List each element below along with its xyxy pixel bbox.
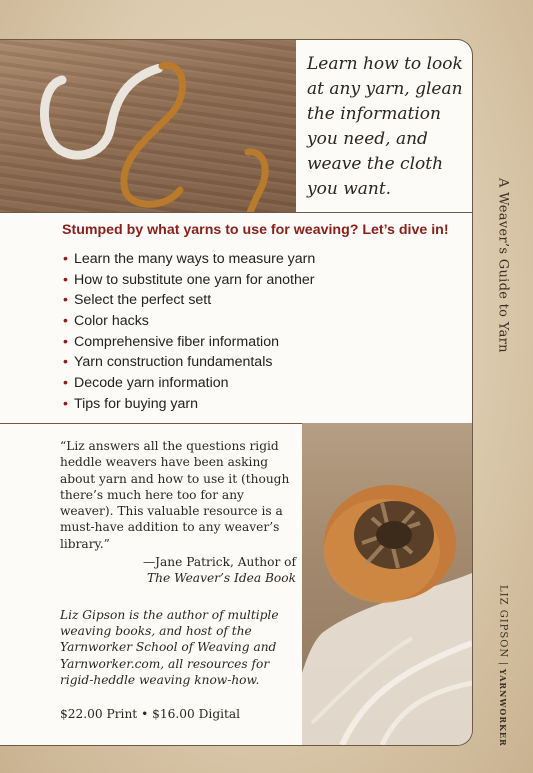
- attribution-book-title: The Weaver’s Idea Book: [147, 571, 296, 586]
- spine-publisher: YARNWORKER: [498, 669, 508, 747]
- bullet-icon: •: [63, 375, 68, 392]
- back-cover-panel: [0, 39, 473, 746]
- spine-author-name: LIZ GIPSON: [497, 585, 509, 659]
- list-item: • Yarn construction fundamentals: [63, 354, 273, 371]
- spine-book-title: A Weaver’s Guide to Yarn: [495, 177, 511, 353]
- spine-title: [488, 177, 518, 353]
- yarn-strands-illustration: [0, 40, 296, 212]
- endorsement-block: [60, 438, 296, 722]
- features-section: [0, 212, 472, 424]
- bullet-icon: •: [63, 333, 68, 350]
- intro-tagline: Learn how to look at any yarn, glean the information you need, and weave the cloth you want.: [307, 54, 463, 199]
- list-item: • Decode yarn information: [63, 375, 229, 392]
- spine-author-block: [488, 585, 518, 755]
- quote-attribution: [60, 554, 296, 587]
- spine-separator: |: [498, 662, 508, 666]
- list-item: • Learn the many ways to measure yarn: [63, 251, 316, 267]
- bullet-icon: •: [63, 251, 68, 267]
- features-heading: Stumped by what yarns to use for weaving? Let’s dive in!: [62, 222, 449, 238]
- features-list: [63, 249, 315, 415]
- bullet-icon: •: [63, 313, 68, 330]
- attribution-author: —Jane Patrick, Author of: [142, 555, 296, 570]
- fiber-pod-photo: [302, 423, 472, 745]
- price-line: $22.00 Print • $16.00 Digital: [60, 707, 241, 722]
- list-item: • Tips for buying yarn: [63, 395, 199, 412]
- bullet-icon: •: [63, 271, 68, 288]
- bullet-icon: •: [63, 354, 68, 371]
- endorsement-quote: “Liz answers all the questions rigid heddle weavers have been asking about yarn and how to use it (though there’s much here too for any weaver). This valuable resource is a must-have addition to any weaver’s library.”: [60, 439, 290, 551]
- list-item: • Select the perfect sett: [63, 292, 212, 309]
- bullet-icon: •: [63, 292, 68, 309]
- fiber-pod-illustration: [302, 423, 472, 745]
- bullet-icon: •: [63, 395, 68, 412]
- author-bio: Liz Gipson is the author of multiple weaving books, and host of the Yarnworker School of Weaving and Yarnworker.com, all resources for rigid-heddle weaving know-how.: [60, 607, 279, 687]
- list-item: • Color hacks: [63, 313, 149, 330]
- list-item: • How to substitute one yarn for another: [63, 271, 315, 288]
- yarn-samples-photo: [0, 40, 296, 212]
- list-item: • Comprehensive fiber information: [63, 333, 279, 350]
